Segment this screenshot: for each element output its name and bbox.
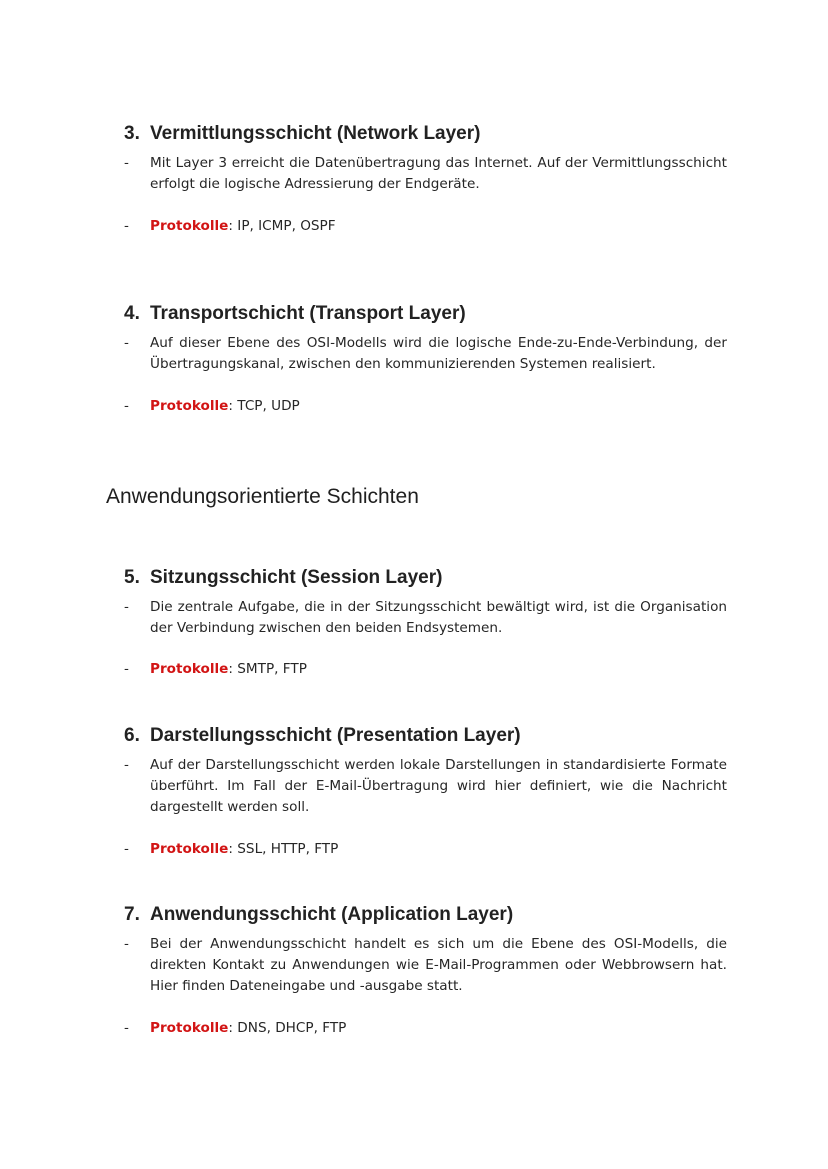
section-7-number: 7. (124, 904, 140, 925)
bullet-dash: - (124, 661, 129, 677)
section-7-protocols-list: : DNS, DHCP, FTP (228, 1020, 347, 1036)
section-3-protocols (124, 216, 727, 237)
bullet-dash: - (124, 335, 129, 351)
section-7-description (124, 934, 727, 997)
section-3-heading (124, 123, 480, 145)
section-6-number: 6. (124, 725, 140, 746)
bullet-dash: - (124, 1020, 129, 1036)
section-7-description-text: Bei der Anwendungsschicht handelt es sich um die Ebene des OSI-Modells, die direkten Kontakt zu Anwendungen wie E-Mail-Programmen oder Webbrowsern hat. Hier finden Dateneingabe und -ausgabe statt. (150, 936, 727, 994)
protocols-label: Protokolle (150, 398, 229, 414)
bullet-dash: - (124, 599, 129, 615)
section-6-title: Darstellungsschicht (Presentation Layer) (150, 725, 521, 746)
section-3-protocols-list: : IP, ICMP, OSPF (228, 218, 336, 234)
section-5-description-text: Die zentrale Aufgabe, die in der Sitzungsschicht bewältigt wird, ist die Organisation der Verbindung zwischen den beiden Endsystemen. (150, 599, 727, 636)
section-4-protocols-list: : TCP, UDP (228, 398, 300, 414)
protocols-label: Protokolle (150, 661, 229, 677)
section-4-description-text: Auf dieser Ebene des OSI-Modells wird die logische Ende-zu-Ende-Verbindung, der Übertragungskanal, zwischen den kommunizierenden Systemen realisiert. (150, 335, 727, 372)
section-5-heading (124, 567, 442, 589)
group-heading: Anwendungsorientierte Schichten (106, 485, 419, 508)
section-6-description-text: Auf der Darstellungsschicht werden lokale Darstellungen in standardisierte Formate überführt. Im Fall der E-Mail-Übertragung wird hier definiert, wie die Nachricht dargestellt werden soll. (150, 757, 727, 815)
bullet-dash: - (124, 218, 129, 234)
section-5-number: 5. (124, 567, 140, 588)
section-7-protocols (124, 1018, 727, 1039)
section-4-description (124, 333, 727, 375)
section-4-title: Transportschicht (Transport Layer) (150, 303, 466, 324)
section-6-heading (124, 725, 521, 747)
section-3-number: 3. (124, 123, 140, 144)
section-3-title: Vermittlungsschicht (Network Layer) (150, 123, 481, 144)
bullet-dash: - (124, 936, 129, 952)
section-5-protocols (124, 659, 727, 680)
section-4-heading (124, 303, 466, 325)
section-4-protocols (124, 396, 727, 417)
section-5-title: Sitzungsschicht (Session Layer) (150, 567, 443, 588)
bullet-dash: - (124, 398, 129, 414)
section-4-number: 4. (124, 303, 140, 324)
protocols-label: Protokolle (150, 1020, 229, 1036)
section-6-description (124, 755, 727, 818)
protocols-label: Protokolle (150, 841, 229, 857)
section-5-protocols-list: : SMTP, FTP (228, 661, 307, 677)
protocols-label: Protokolle (150, 218, 229, 234)
section-3-description-text: Mit Layer 3 erreicht die Datenübertragung das Internet. Auf der Vermittlungsschicht erfolgt die logische Adressierung der Endgeräte. (150, 155, 727, 192)
bullet-dash: - (124, 757, 129, 773)
section-5-description (124, 597, 727, 639)
section-3-description (124, 153, 727, 195)
bullet-dash: - (124, 841, 129, 857)
section-6-protocols (124, 839, 727, 860)
section-7-heading (124, 904, 513, 926)
bullet-dash: - (124, 155, 129, 171)
section-6-protocols-list: : SSL, HTTP, FTP (228, 841, 339, 857)
section-7-title: Anwendungsschicht (Application Layer) (150, 904, 514, 925)
